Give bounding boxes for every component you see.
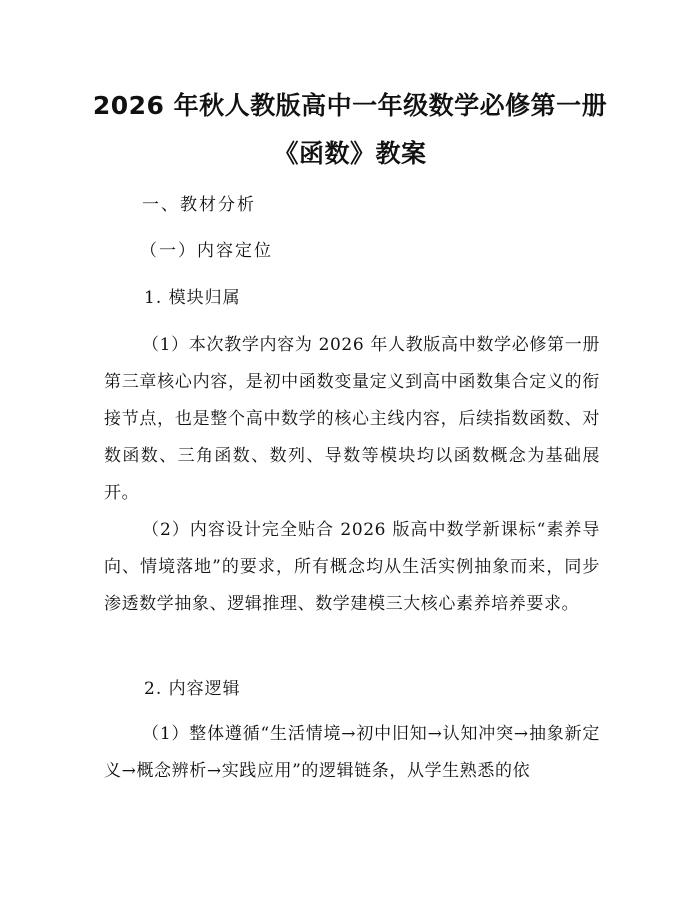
item-heading-content-logic: 2. 内容逻辑 — [144, 679, 241, 699]
document-title-line-2: 《函数》教案 — [273, 139, 427, 168]
item-heading-module-attribution: 1. 模块归属 — [144, 288, 241, 308]
section-heading-textbook-analysis: 一、教材分析 — [142, 195, 256, 215]
document-title-line-1: 2026 年秋人教版高中一年级数学必修第一册 — [92, 91, 608, 120]
paragraph-module-attribution-1: （1）本次教学内容为 2026 年人教版高中数学必修第一册第三章核心内容，是初中函数变量定义到高中函数集合定义的衔接节点，也是整个高中数学的核心主线内容，后续指数函数、对数函数、三角函数、数列、导数等模块均以函数概念为基础展开。 — [104, 335, 600, 503]
subsection-heading-content-positioning: （一）内容定位 — [140, 241, 273, 261]
paragraph-content-logic-1: （1）整体遵循“生活情境→初中旧知→认知冲突→抽象新定义→概念辨析→实践应用”的逻辑链条，从学生熟悉的依 — [104, 724, 600, 781]
paragraph-module-attribution-2: （2）内容设计完全贴合 2026 版高中数学新课标“素养导向、情境落地”的要求，所有概念均从生活实例抽象而来，同步渗透数学抽象、逻辑推理、数学建模三大核心素养培养要求。 — [104, 520, 600, 614]
